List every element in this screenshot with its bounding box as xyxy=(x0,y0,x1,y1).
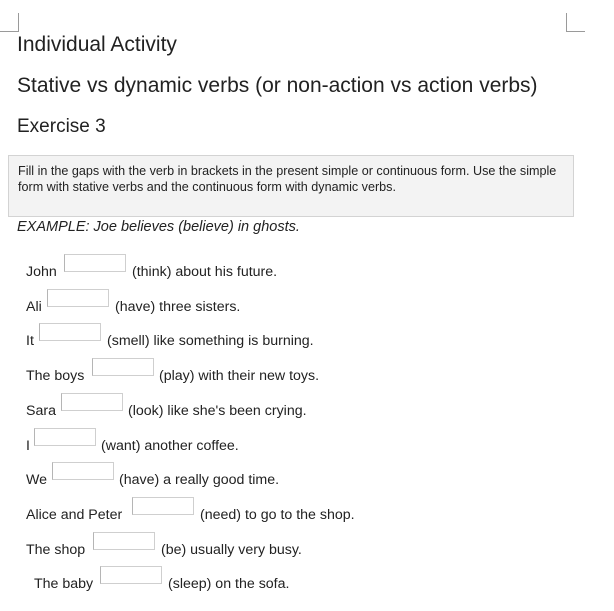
exercise-item xyxy=(26,258,586,280)
answer-input[interactable] xyxy=(39,323,101,341)
instructions-text: Fill in the gaps with the verb in brackets in the present simple or continuous form. Use the simple form with stative verbs and the continuous form with dynamic verbs. xyxy=(18,164,557,194)
exercise-item xyxy=(26,327,586,349)
exercise-heading: Exercise 3 xyxy=(17,116,106,137)
item-rest: (smell) like something is burning. xyxy=(107,333,314,349)
example-sentence: EXAMPLE: Joe believes (believe) in ghosts. xyxy=(17,219,300,235)
answer-input[interactable] xyxy=(64,254,126,272)
exercise-item xyxy=(26,536,586,558)
item-subject: We xyxy=(26,472,48,488)
answer-input[interactable] xyxy=(100,566,162,584)
answer-input[interactable] xyxy=(47,289,109,307)
exercise-item xyxy=(34,570,586,592)
exercise-item xyxy=(26,397,586,419)
item-subject: The shop xyxy=(26,542,86,558)
item-subject: Sara xyxy=(26,403,56,419)
page-subtitle: Stative vs dynamic verbs (or non-action vs action verbs) xyxy=(17,74,538,97)
exercise-item xyxy=(26,466,586,488)
item-rest: (have) a really good time. xyxy=(119,472,280,488)
item-subject: Ali xyxy=(26,299,42,315)
item-subject: The boys xyxy=(26,368,85,384)
answer-input[interactable] xyxy=(92,358,154,376)
item-rest: (play) with their new toys. xyxy=(159,368,320,384)
answer-input[interactable] xyxy=(93,532,155,550)
exercise-item xyxy=(26,293,586,315)
exercise-item xyxy=(26,501,586,523)
instructions-box xyxy=(8,155,574,217)
page-corner-marker-right xyxy=(566,13,585,32)
item-rest: (want) another coffee. xyxy=(101,438,239,454)
page-corner-marker-left xyxy=(0,13,19,32)
answer-input[interactable] xyxy=(132,497,194,515)
answer-input[interactable] xyxy=(61,393,123,411)
exercise-item xyxy=(26,432,586,454)
item-subject: I xyxy=(26,438,30,454)
answer-input[interactable] xyxy=(52,462,114,480)
item-rest: (look) like she's been crying. xyxy=(128,403,307,419)
item-subject: John xyxy=(26,264,57,280)
item-subject: The baby xyxy=(34,576,94,592)
item-rest: (need) to go to the shop. xyxy=(200,507,355,523)
item-rest: (sleep) on the sofa. xyxy=(168,576,290,592)
item-rest: (be) usually very busy. xyxy=(161,542,302,558)
page-title: Individual Activity xyxy=(17,33,177,56)
item-rest: (have) three sisters. xyxy=(115,299,241,315)
exercise-item xyxy=(26,362,586,384)
item-rest: (think) about his future. xyxy=(132,264,278,280)
item-subject: Alice and Peter xyxy=(26,507,123,523)
item-subject: It xyxy=(26,333,34,349)
answer-input[interactable] xyxy=(34,428,96,446)
